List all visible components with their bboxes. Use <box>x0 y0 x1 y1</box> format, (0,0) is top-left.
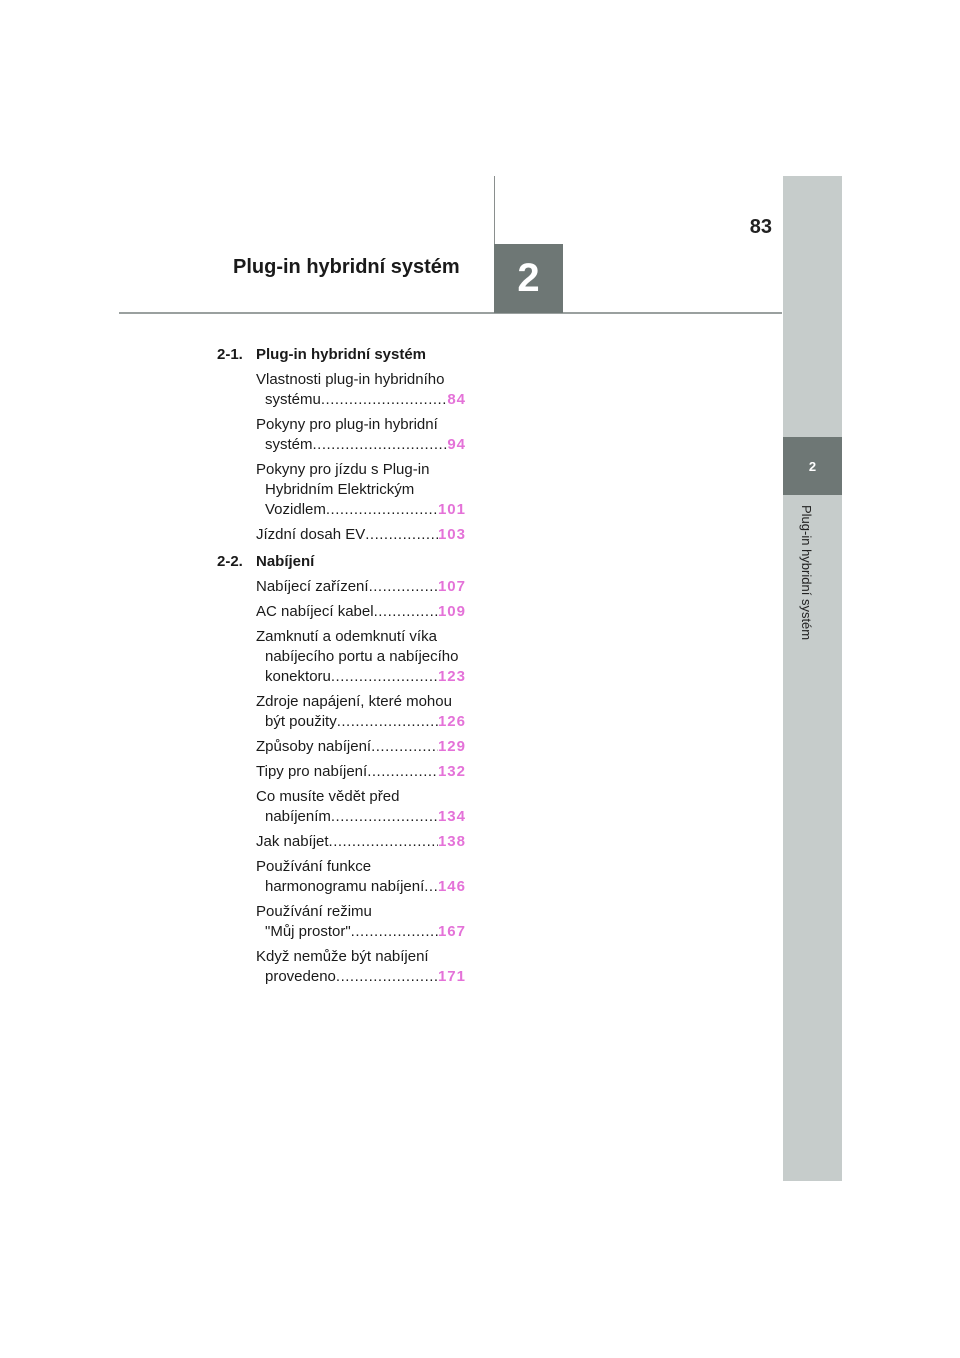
toc-entry-text: Pokyny pro plug-in hybridní <box>256 416 438 433</box>
toc-entry-last-line <box>256 525 466 545</box>
chapter-number-box: 2 <box>494 244 563 313</box>
toc-page-link[interactable]: 126 <box>437 713 466 730</box>
toc-entry-text: Používání funkce <box>256 858 372 875</box>
toc-entry-text: konektoru <box>265 668 331 685</box>
toc-entry[interactable] <box>256 857 466 897</box>
toc-entry-last-line <box>256 602 466 622</box>
dot-leader <box>321 390 447 410</box>
toc-page-link[interactable]: 109 <box>437 603 466 620</box>
dot-leader <box>329 832 438 852</box>
toc-page-link[interactable]: 167 <box>437 923 466 940</box>
toc-page-link[interactable]: 123 <box>437 668 466 685</box>
toc-entry-text: Hybridním Elektrickým <box>265 481 415 498</box>
toc-entry-text: Jak nabíjet <box>256 833 329 850</box>
toc-entry-text: Nabíjecí zařízení <box>256 578 369 595</box>
dot-leader <box>351 922 438 942</box>
toc-entry[interactable] <box>256 762 466 782</box>
section-number: 2-1. <box>217 346 243 363</box>
toc-page-link[interactable]: 146 <box>437 878 466 895</box>
toc-entry[interactable] <box>256 577 466 597</box>
toc-entry[interactable] <box>256 947 466 987</box>
toc-entry-text: Vozidlem <box>265 501 326 518</box>
page-number: 83 <box>749 216 772 238</box>
toc-section-heading <box>217 552 477 572</box>
dot-leader <box>313 435 448 455</box>
toc-entry-text: AC nabíjecí kabel <box>256 603 374 620</box>
toc-page-link[interactable]: 134 <box>437 808 466 825</box>
toc-entry[interactable] <box>256 737 466 757</box>
toc-entry-text: Zamknutí a odemknutí víka <box>256 628 437 645</box>
toc-entry-text: Vlastnosti plug-in hybridního <box>256 371 445 388</box>
toc-page-link[interactable]: 171 <box>437 968 466 985</box>
dot-leader <box>331 667 438 687</box>
dot-leader <box>336 967 438 987</box>
toc-entry-text: Tipy pro nabíjení <box>256 763 368 780</box>
dot-leader <box>365 525 438 545</box>
toc-entry-text: nabíjením <box>265 808 331 825</box>
toc-entry-last-line <box>256 807 466 827</box>
dot-leader <box>371 737 438 757</box>
toc-entry-text: Jízdní dosah EV <box>256 526 366 543</box>
thumb-index-label: Plug-in hybridní systém <box>799 505 814 641</box>
toc-entry-text: Zdroje napájení, které mohou <box>256 693 452 710</box>
toc-entry-last-line <box>256 435 466 455</box>
toc-entry-text: provedeno <box>265 968 336 985</box>
toc-entry[interactable] <box>256 627 466 687</box>
toc-entry-text: Pokyny pro jízdu s Plug-in <box>256 461 430 478</box>
toc-entry-last-line <box>256 832 466 852</box>
toc-entry-last-line <box>256 737 466 757</box>
toc-entry[interactable] <box>256 902 466 942</box>
dot-leader <box>369 577 438 597</box>
toc-page-link[interactable]: 103 <box>437 526 466 543</box>
toc-entry-text: nabíjecího portu a nabíjecího <box>265 648 459 665</box>
header-vertical-rule <box>494 176 495 246</box>
section-title: Nabíjení <box>256 553 315 570</box>
toc-entry-last-line <box>256 390 466 410</box>
toc-entry-text: harmonogramu nabíjení <box>265 878 425 895</box>
toc-entry[interactable] <box>256 787 466 827</box>
toc-entry-text: Používání režimu <box>256 903 372 920</box>
toc-page-link[interactable]: 107 <box>437 578 466 595</box>
toc-entry[interactable] <box>256 602 466 622</box>
toc-page-link[interactable]: 132 <box>437 763 466 780</box>
toc-entry-last-line <box>256 667 466 687</box>
toc-entry-last-line <box>256 577 466 597</box>
toc-entry-last-line <box>256 500 466 520</box>
toc-entry[interactable] <box>256 370 466 410</box>
dot-leader <box>367 762 438 782</box>
toc-entry[interactable] <box>256 692 466 732</box>
toc-page-link[interactable]: 101 <box>437 501 466 518</box>
toc-section-heading <box>217 345 477 365</box>
dot-leader <box>326 500 438 520</box>
dot-leader <box>374 602 438 622</box>
toc-page-link[interactable]: 94 <box>447 436 466 453</box>
thumb-index-tab: 2 <box>783 437 842 495</box>
toc-page-link[interactable]: 129 <box>437 738 466 755</box>
chapter-title: Plug-in hybridní systém <box>233 256 460 278</box>
toc-entry-last-line <box>256 922 466 942</box>
toc-entry-last-line <box>256 712 466 732</box>
dot-leader <box>337 712 438 732</box>
section-number: 2-2. <box>217 553 243 570</box>
dot-leader <box>424 877 438 897</box>
toc-page-link[interactable]: 138 <box>437 833 466 850</box>
toc-entry-text: Když nemůže být nabíjení <box>256 948 429 965</box>
toc-entry-last-line <box>256 762 466 782</box>
toc-entry[interactable] <box>256 415 466 455</box>
toc-entry[interactable] <box>256 525 466 545</box>
toc-entry-text: Co musíte vědět před <box>256 788 400 805</box>
toc-entry-text: být použity <box>265 713 337 730</box>
section-title: Plug-in hybridní systém <box>256 346 427 363</box>
table-of-contents <box>217 345 477 992</box>
toc-entry-text: Způsoby nabíjení <box>256 738 372 755</box>
toc-entry-text: systém <box>265 436 313 453</box>
toc-entry[interactable] <box>256 832 466 852</box>
toc-entry-last-line <box>256 967 466 987</box>
thumb-index-bar <box>783 176 842 1181</box>
toc-page-link[interactable]: 84 <box>447 391 466 408</box>
toc-entry-text: "Můj prostor" <box>265 923 351 940</box>
toc-entry[interactable] <box>256 460 466 520</box>
dot-leader <box>331 807 438 827</box>
header-horizontal-rule <box>119 312 782 314</box>
toc-entry-last-line <box>256 877 466 897</box>
toc-entry-text: systému <box>265 391 321 408</box>
